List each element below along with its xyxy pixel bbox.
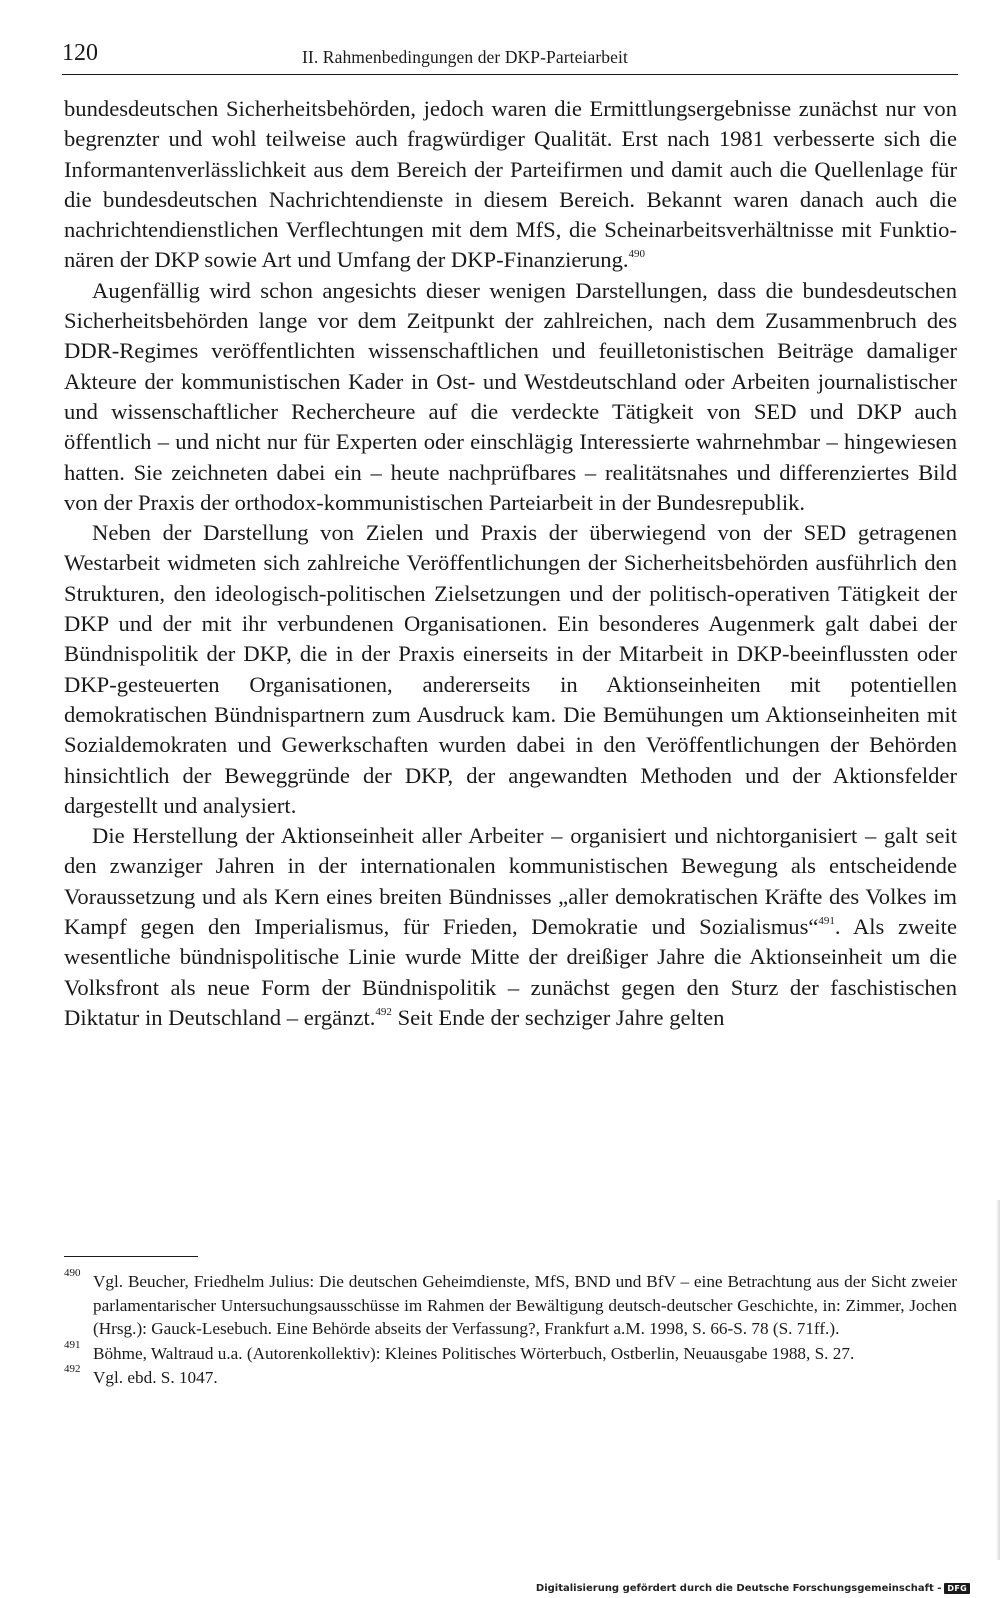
footnote-mark: 490	[64, 1267, 81, 1279]
running-head: II. Rahmenbedingungen der DKP-Parteiarbeit	[302, 47, 628, 67]
footnote-ref-491[interactable]: 491	[818, 915, 835, 928]
footnote-text: Vgl. Beucher, Friedhelm Julius: Die deutschen Geheimdienste, MfS, BND und BfV – eine Betrachtung aus der Sicht zweier parlamentarischer Untersuchungsausschüsse im Rahmen der Bewältigung deutsch-deutscher Geschichte, in: Zimmer, Jochen (Hrsg.): Gauck-Lesebuch. Eine Behörde abseits der Verfassung?, Frankfurt a.M. 1998, S. 66-S. 78 (S. 71ff.).	[93, 1272, 957, 1339]
footnote-text: Böhme, Waltraud u.a. (Autorenkollektiv): Kleines Politisches Wörterbuch, Ostberlin, Neuausgabe 1988, S. 27.	[93, 1343, 855, 1363]
body-text	[64, 94, 957, 1033]
credit-text: Digitalisierung gefördert durch die Deutsche Forschungsgemeinschaft -	[535, 1583, 942, 1594]
paragraph-4-text-b: . Als zweite wesentliche bündnispolitische Linie wurde Mitte der dreißiger Jahre die Aktionseinheit um die Volksfront als neue Form der Bündnispolitik – zunächst gegen den Sturz der faschistischen Diktatur in Deutschland – ergänzt.	[64, 914, 957, 1030]
page-header	[62, 38, 958, 75]
footnote-ref-492[interactable]: 492	[375, 1005, 392, 1018]
page-number: 120	[62, 40, 98, 66]
footnote-490	[64, 1267, 957, 1341]
paragraph-2: Augenfällig wird schon angesichts dieser wenigen Darstellungen, dass die bundesdeutschen Sicherheitsbehörden lange vor dem Zeitpunkt der zahlreichen, nach dem Zusammenbruch des DDR-Regimes veröffentlichten wissenschaftlichen und feuilletonistischen Beiträge damaliger Akteure der kommunistischen Kader in Ost- und Westdeutschland oder Arbeiten journalistischer und wissenschaftlicher Rechercheure auf die verdeckte Tätigkeit von SED und DKP auch öffentlich – und nicht nur für Experten oder einschlägig Interessierte wahrnehmbar – hingewiesen hatten. Sie zeichneten dabei ein – heute nachprüfbares – realitätsnahes und differenziertes Bild von der Praxis der orthodox-kommunistischen Parteiarbeit in der Bundesrepublik.	[64, 277, 957, 515]
paragraph-1	[64, 94, 957, 276]
paragraph-1-text: bundesdeutschen Sicherheitsbehörden, jedoch waren die Ermittlungsergebnisse zunächst nur von begrenzter und wohl teilweise auch fragwürdiger Qualität. Erst nach 1981 verbesserte sich die Informantenverlässlichkeit aus dem Bereich der Parteifirmen und damit auch die Quellenlage für die bundesdeutschen Nachrichtendienste in diesem Bereich. Bekannt waren danach auch die nachrichtendienstlichen Verflechtungen mit dem MfS, die Scheinarbeitsverhältnisse mit Funktionären der DKP sowie Art und Umfang der DKP-Finanzierung.	[64, 96, 957, 273]
scan-edge-shadow	[996, 1200, 1000, 1560]
paragraph-3: Neben der Darstellung von Zielen und Praxis der überwiegend von der SED getragenen Westarbeit widmeten sich zahlreiche Veröffentlichungen der Sicherheitsbehörden ausführlich den Strukturen, den ideologisch-politischen Zielsetzungen und der politisch-operativen Tätigkeit der DKP und der mit ihr verbundenen Organisationen. Ein besonderes Augenmerk galt dabei der Bündnispolitik der DKP, die in der Praxis einerseits in der Mitarbeit in DKP-beeinflussten oder DKP-gesteuerten Organisationen, andererseits in Aktionseinheiten mit potentiellen demokratischen Bündnispartnern zum Ausdruck kam. Die Bemühungen um Aktionseinheiten mit Sozialdemokraten und Gewerkschaften wurden dabei in den Veröffentlichungen der Behörden hinsichtlich der Beweggründe der DKP, der angewandten Methoden und der Aktionsfelder dargestellt und analysiert.	[64, 520, 957, 818]
footnote-mark: 491	[64, 1338, 81, 1351]
paragraph-4-text-a: Die Herstellung der Aktionseinheit aller Arbeiter – organisiert und nichtorganisiert – galt seit den zwanziger Jahren in der internationalen kommunistischen Bewegung als entscheidende Voraussetzung und als Kern eines breiten Bündnisses „aller demokratischen Kräfte des Volkes im Kampf gegen den Imperialismus, für Frieden, Demokratie und Sozialismus“	[64, 823, 957, 940]
footnote-492	[64, 1363, 957, 1390]
footnote-text: Vgl. ebd. S. 1047.	[93, 1368, 218, 1388]
footnote-ref-490[interactable]: 490	[628, 248, 646, 261]
dfg-logo-icon: DFG	[944, 1583, 970, 1594]
paragraph-4-text-c: Seit Ende der sechziger Jahre gelten	[391, 1004, 725, 1030]
footnote-rule	[64, 1256, 198, 1257]
digitization-credit	[536, 1583, 970, 1594]
footnote-491	[64, 1338, 957, 1366]
footnotes	[64, 1267, 957, 1391]
footnote-mark: 492	[64, 1363, 81, 1376]
paragraph-4	[64, 821, 957, 1033]
